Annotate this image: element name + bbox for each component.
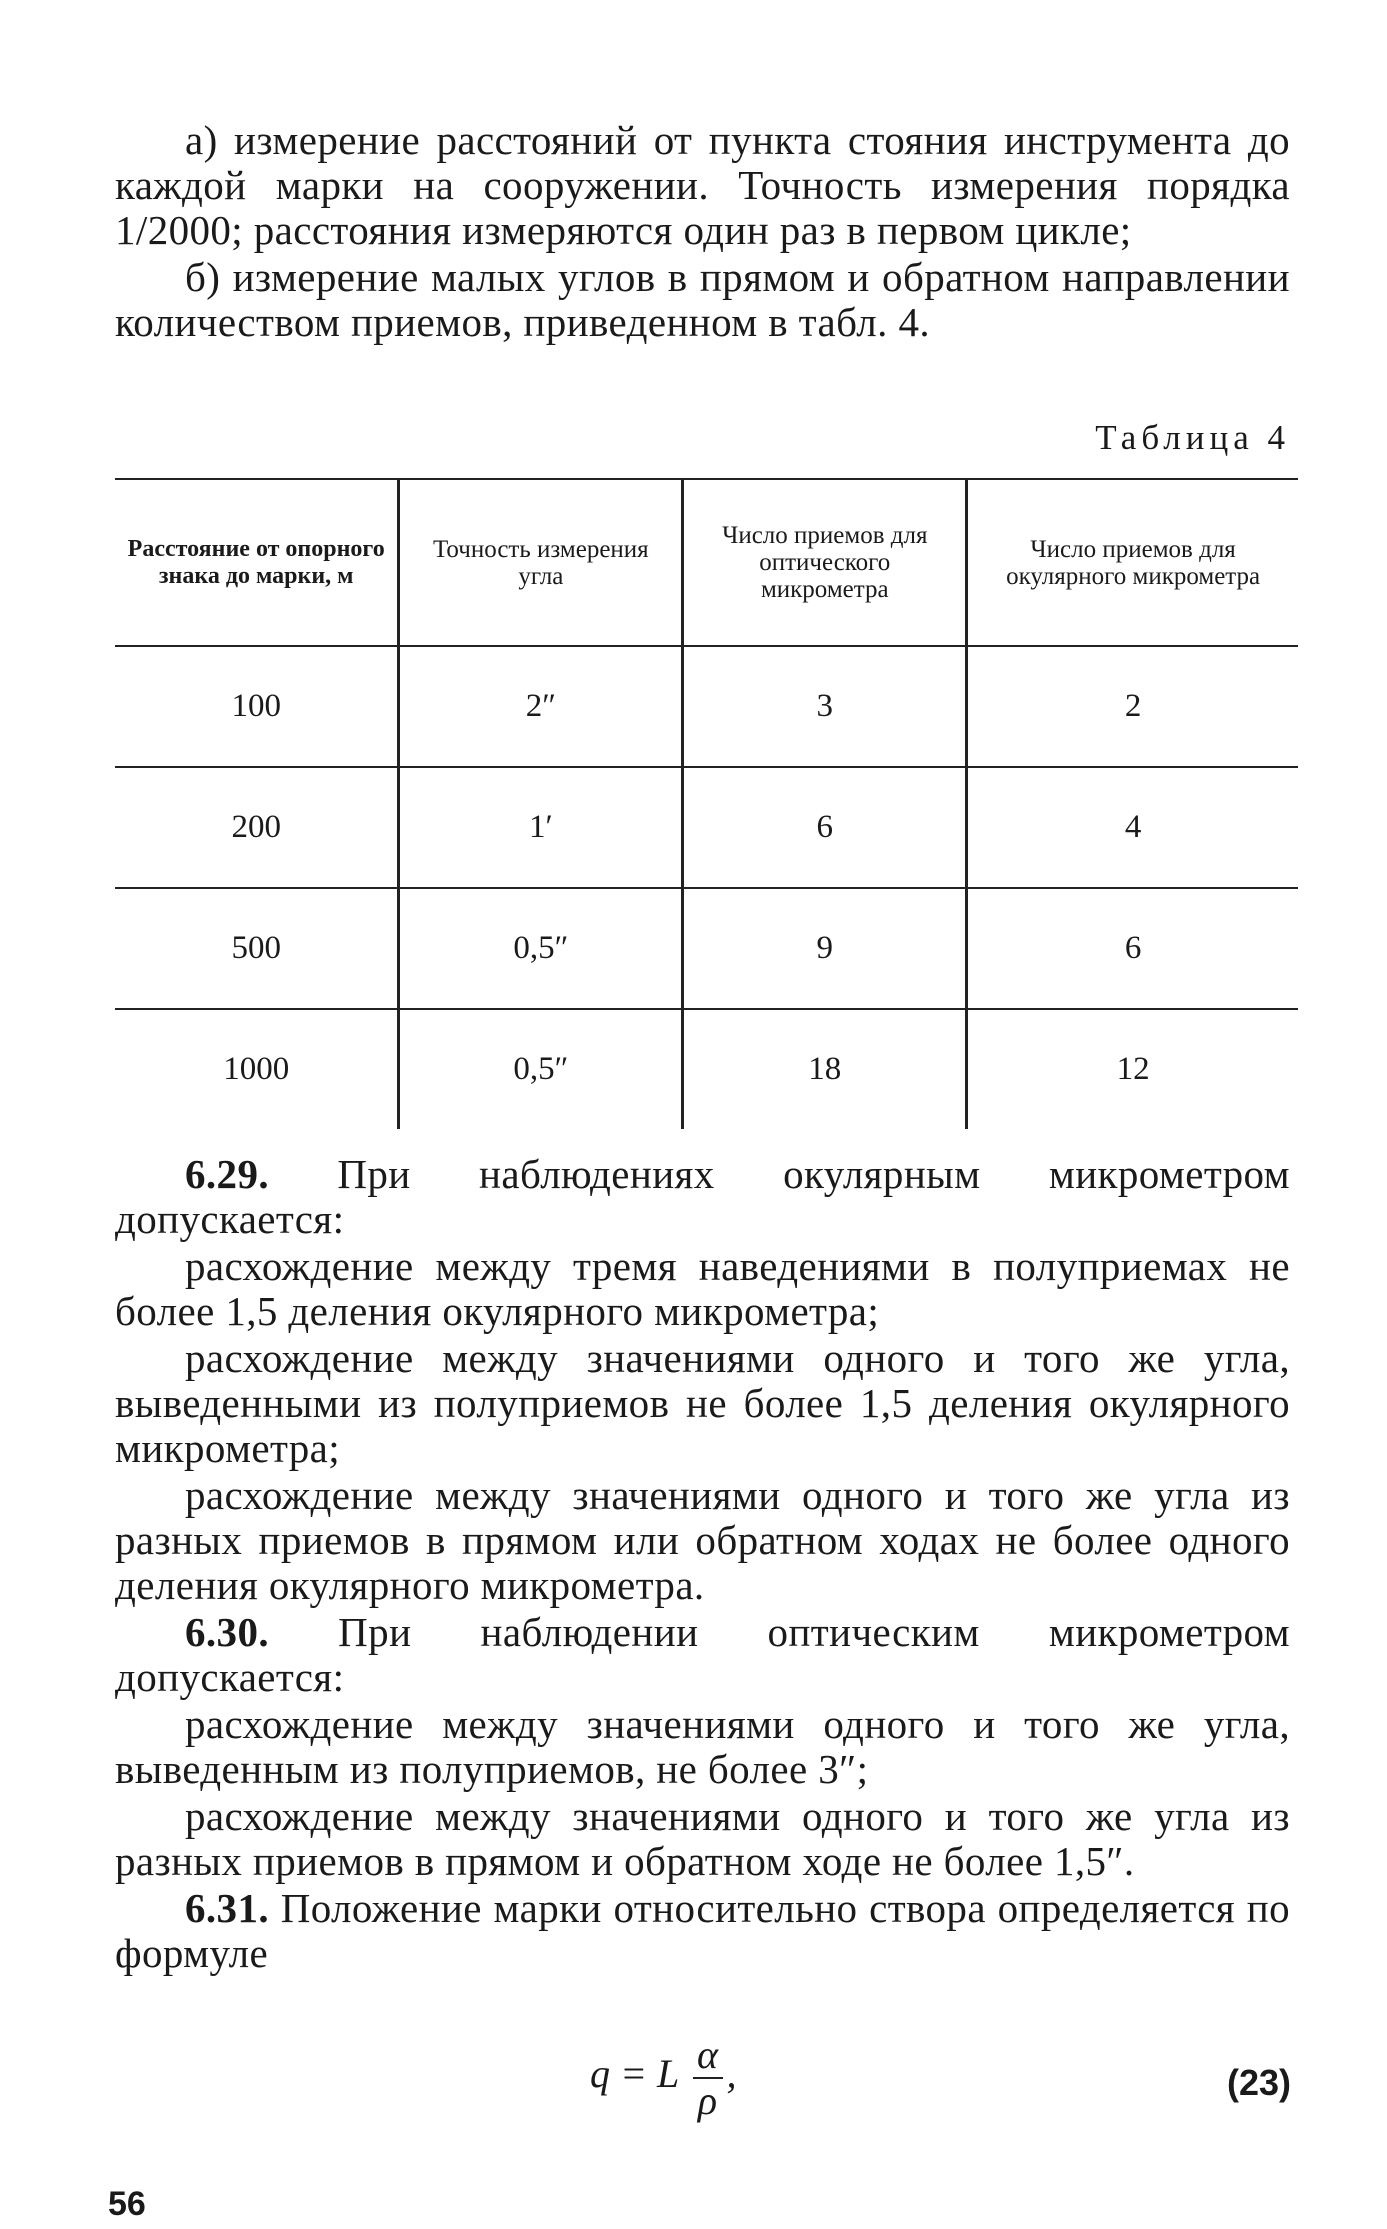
header-optical: Число приемов для оптического микрометра <box>683 479 967 646</box>
cell-ocular: 2 <box>967 646 1298 767</box>
cell-optical: 6 <box>683 767 967 888</box>
data-table <box>115 478 1298 1129</box>
cell-accuracy: 0,5″ <box>399 1009 683 1129</box>
formula-numerator: α <box>697 2032 719 2077</box>
header-distance: Расстояние от опорного знака до марки, м <box>115 479 399 646</box>
item-a: а) измерение расстояний от пункта стояния инструмента до каждой марки на сооружении. Точность измерения порядка 1/2000; расстояния измеряются один раз в первом цикле; <box>115 117 1290 253</box>
table-row <box>115 767 1298 888</box>
table-header-row <box>115 479 1298 646</box>
cell-distance: 1000 <box>223 1051 290 1087</box>
formula-factor: L <box>657 2051 679 2097</box>
section-text: При наблюдении оптическим микрометром допускается: <box>115 1609 1290 1700</box>
section-6-29-p2: расхождение между значениями одного и того же угла, выведенными из полуприемов не более 1,5 деления окулярного микрометра; <box>115 1335 1290 1471</box>
table-row <box>115 1009 1298 1129</box>
cell-optical: 9 <box>683 888 967 1009</box>
cell-accuracy: 1′ <box>399 767 683 888</box>
formula-eq: = <box>620 2051 647 2097</box>
item-b: б) измерение малых углов в прямом и обратном направлении количеством приемов, приведенном в табл. 4. <box>115 254 1290 345</box>
formula-tail: , <box>726 2051 737 2097</box>
cell-ocular: 12 <box>967 1009 1298 1129</box>
cell-ocular: 6 <box>967 888 1298 1009</box>
section-6-31-lead <box>115 1886 1290 1976</box>
cell-accuracy: 0,5″ <box>399 888 683 1009</box>
section-text: Положение марки относительно створа определяется по формуле <box>115 1885 1290 1976</box>
formula-fraction <box>693 2032 723 2123</box>
section-number: 6.30. <box>185 1609 269 1655</box>
section-number: 6.31. <box>185 1885 269 1931</box>
header-ocular: Число приемов для окулярного микрометра <box>967 479 1298 646</box>
section-6-30-p2: расхождение между значениями одного и того же угла из разных приемов в прямом и обратном ходе не более 1,5″. <box>115 1793 1290 1884</box>
intro-block <box>115 118 1290 345</box>
table-row <box>115 888 1298 1009</box>
formula-denominator: ρ <box>697 2078 718 2123</box>
formula-lhs: q <box>590 2051 610 2097</box>
cell-distance: 200 <box>115 767 399 888</box>
section-text: При наблюдениях окулярным микрометром допускается: <box>115 1151 1290 1242</box>
table-caption: Таблица 4 <box>1095 418 1290 457</box>
cell-distance: 100 <box>115 646 399 767</box>
body-block <box>115 1152 1290 1976</box>
section-6-30-lead <box>115 1610 1290 1700</box>
cell-accuracy: 2″ <box>399 646 683 767</box>
formula-23 <box>590 2032 737 2123</box>
cell-optical: 3 <box>683 646 967 767</box>
section-6-30-p1: расхождение между значениями одного и того же угла, выведенным из полуприемов, не более 3″; <box>115 1701 1290 1792</box>
cell-distance: 500 <box>115 888 399 1009</box>
cell-optical: 18 <box>683 1009 967 1129</box>
section-number: 6.29. <box>185 1151 269 1197</box>
table-row <box>115 646 1298 767</box>
equation-number: (23) <box>1226 2062 1291 2103</box>
section-6-29-lead <box>115 1152 1290 1242</box>
section-6-29-p1: расхождение между тремя наведениями в полуприемах не более 1,5 деления окулярного микрометра; <box>115 1243 1290 1334</box>
cell-ocular: 4 <box>967 767 1298 888</box>
page-number: 56 <box>108 2185 146 2223</box>
section-6-29-p3: расхождение между значениями одного и того же угла из разных приемов в прямом или обратном ходах не более одного деления окулярного микрометра. <box>115 1472 1290 1608</box>
header-accuracy: Точность измерения угла <box>399 479 683 646</box>
